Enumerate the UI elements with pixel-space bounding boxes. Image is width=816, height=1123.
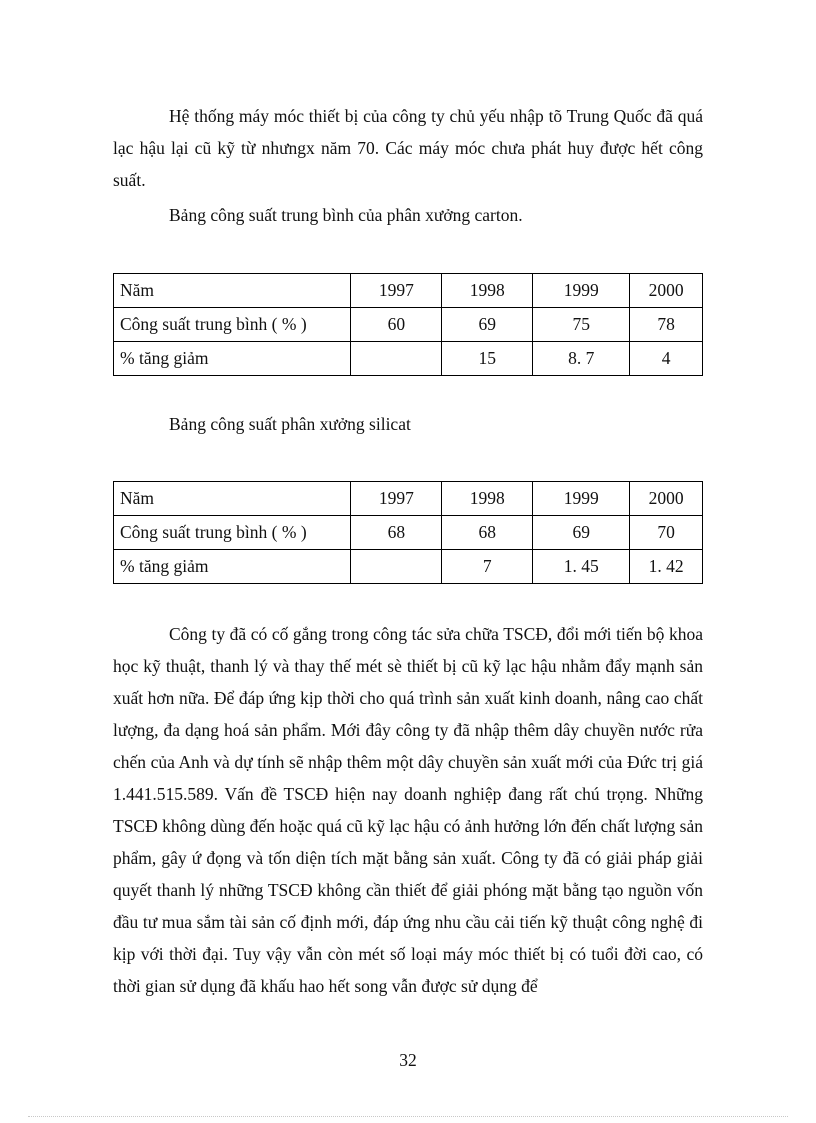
- table-cell: 68: [442, 516, 533, 550]
- table-cell: 2000: [630, 482, 703, 516]
- table-cell: 1997: [351, 482, 442, 516]
- table-row: [114, 482, 703, 516]
- table-cell: % tăng giảm: [114, 342, 351, 376]
- table-row: [114, 516, 703, 550]
- table2-caption: Bảng công suất phân xưởng silicat: [169, 414, 411, 434]
- table-row: [114, 550, 703, 584]
- table-cell: 69: [533, 516, 630, 550]
- table-cell: 68: [351, 516, 442, 550]
- table-cell: 78: [630, 308, 703, 342]
- table-cell: Năm: [114, 274, 351, 308]
- table-cell: 1998: [442, 482, 533, 516]
- table-cell: 69: [442, 308, 533, 342]
- table-row: [114, 342, 703, 376]
- intro-paragraph: Hệ thống máy móc thiết bị của công ty chủ yếu nhập tõ Trung Quốc đã quá lạc hậu lại cũ kỹ từ nhưngx năm 70. Các máy móc chưa phát huy được hết công suất.: [113, 106, 703, 190]
- table-cell: 15: [442, 342, 533, 376]
- table-cell: Công suất trung bình ( % ): [114, 516, 351, 550]
- table-cell: 1. 45: [533, 550, 630, 584]
- table-cell: Công suất trung bình ( % ): [114, 308, 351, 342]
- table-cell: 1999: [533, 482, 630, 516]
- table-cell: 60: [351, 308, 442, 342]
- table-cell: 70: [630, 516, 703, 550]
- table-cell: 2000: [630, 274, 703, 308]
- table-cell: 1999: [533, 274, 630, 308]
- table1-caption: Bảng công suất trung bình của phân xưởng carton.: [169, 205, 523, 225]
- table-cell: 1998: [442, 274, 533, 308]
- table-cell: [351, 342, 442, 376]
- table-cell: 1997: [351, 274, 442, 308]
- carton-capacity-table: [113, 273, 703, 376]
- table-cell: 1. 42: [630, 550, 703, 584]
- table-cell: % tăng giảm: [114, 550, 351, 584]
- table-cell: [351, 550, 442, 584]
- footer-divider: [28, 1116, 788, 1117]
- table-cell: 7: [442, 550, 533, 584]
- body-paragraph: Công ty đã có cố gắng trong công tác sửa chữa TSCĐ, đổi mới tiến bộ khoa học kỹ thuật, thanh lý và thay thế mét sè thiết bị cũ kỹ lạc hậu nhằm đẩy mạnh sản xuất hơn nữa. Để đáp ứng kịp thời cho quá trình sản xuất kinh doanh, nâng cao chất lượng, đa dạng hoá sản phẩm. Mới đây công ty đã nhập thêm dây chuyền nước rửa chến của Anh và dự tính sẽ nhập thêm một dây chuyền sản xuất mới của Đức trị giá 1.441.515.589. Vấn đề TSCĐ hiện nay doanh nghiệp đang rất chú trọng. Những TSCĐ không dùng đến hoặc quá cũ kỹ lạc hậu có ảnh hưởng lớn đến chất lượng sản phẩm, gây ứ đọng và tốn diện tích mặt bằng sản xuất. Công ty đã có giải pháp giải quyết thanh lý những TSCĐ không cần thiết để giải phóng mặt bằng tạo nguồn vốn đầu tư mua sắm tài sản cố định mới, đáp ứng nhu cầu cải tiến kỹ thuật công nghệ đi kịp với thời đại. Tuy vậy vẫn còn mét số loại máy móc thiết bị có tuổi đời cao, có thời gian sử dụng đã khấu hao hết song vẫn được sử dụng để: [113, 624, 703, 996]
- table-row: [114, 274, 703, 308]
- table-cell: Năm: [114, 482, 351, 516]
- silicat-capacity-table: [113, 481, 703, 584]
- table-row: [114, 308, 703, 342]
- page-number: 32: [399, 1050, 417, 1070]
- table-cell: 4: [630, 342, 703, 376]
- table-cell: 75: [533, 308, 630, 342]
- table-cell: 8. 7: [533, 342, 630, 376]
